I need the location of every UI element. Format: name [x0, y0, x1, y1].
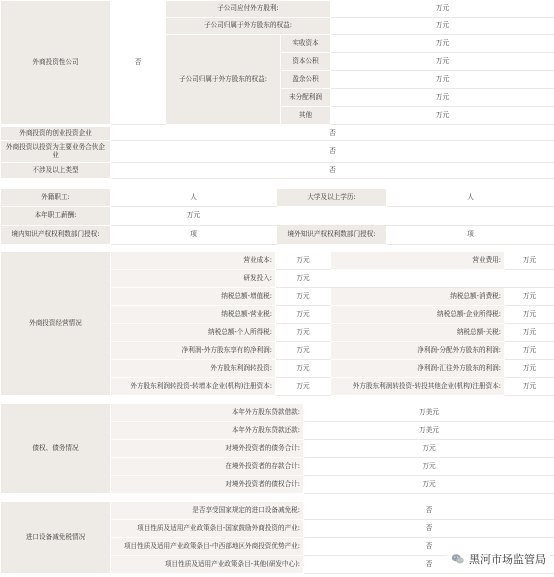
op-label: 外方股东利润转投资-转投其他企业(机构)注册资本:: [331, 378, 505, 396]
value-undistributed-profit: 万元: [331, 89, 554, 107]
value-college-degree: 人: [387, 189, 554, 207]
tax-value: 否: [304, 556, 554, 574]
value-investment-company: 否: [111, 1, 166, 125]
debt-label: 对境外投资者的债务合计:: [111, 440, 304, 458]
op-label: 纳税总额-关税:: [331, 324, 505, 342]
label-partnership: 外商投资以投资为主要业务合伙企业: [1, 141, 111, 163]
op-value: 万元: [276, 360, 331, 378]
op-label: 纳税总额-增值税:: [111, 288, 276, 306]
value-paid-capital: 万元: [331, 35, 554, 53]
op-label: 营业成本:: [111, 252, 276, 270]
label-dividend: 子公司应付外方股利:: [166, 1, 331, 18]
value-domestic-ip: 项: [111, 226, 277, 245]
value-other: 万元: [331, 107, 554, 125]
tax-label: 项目性质及适用产业政策条目-其他(研发中心):: [111, 556, 304, 574]
label-surplus-reserve: 盈余公积: [281, 71, 331, 89]
label-college-degree: 大学及以上学历:: [277, 189, 387, 207]
value-none-of-above: 否: [111, 163, 554, 179]
section-investment-types: [0, 126, 554, 178]
debt-label: 对境外投资者的债权合计:: [111, 476, 304, 494]
debt-label: 在境外投资者的存款合计:: [111, 458, 304, 476]
op-label: 纳税总额-企业所得税:: [331, 306, 505, 324]
debt-value: 万元: [304, 440, 554, 458]
section-claims-debts: [0, 403, 554, 493]
label-none-of-above: 不涉及以上类型: [1, 163, 111, 179]
debt-value: 万元: [304, 476, 554, 494]
label-equity-group: 子公司归属于外方股东的权益:: [166, 35, 281, 125]
value-capital-reserve: 万元: [331, 53, 554, 71]
op-value: 万元: [505, 342, 554, 360]
watermark-text: 黑河市场监管局: [469, 553, 546, 566]
value-partnership: 否: [111, 141, 554, 163]
op-label: 净利润-外方股东享有的净利润:: [111, 342, 276, 360]
op-label: 外方股东利润转投资:: [111, 360, 276, 378]
section-investment-company: [0, 0, 554, 124]
op-value: 万元: [505, 324, 554, 342]
label-import-tax: 进口设备减免税情况: [1, 502, 111, 574]
value-annual-salary: 万元: [111, 207, 277, 226]
value-foreign-staff: 人: [111, 189, 277, 207]
wechat-icon: [451, 552, 465, 566]
label-paid-capital: 实收资本: [281, 35, 331, 53]
label-capital-reserve: 资本公积: [281, 53, 331, 71]
op-value: 万元: [276, 252, 331, 270]
label-undistributed-profit: 未分配利润: [281, 89, 331, 107]
label-equity: 子公司归属于外方股东的权益:: [166, 18, 331, 35]
value-surplus-reserve: 万元: [331, 71, 554, 89]
op-value: 万元: [276, 306, 331, 324]
value-dividend: 万元: [331, 1, 554, 18]
op-value: 万元: [505, 360, 554, 378]
op-label: 研发投入:: [111, 270, 276, 288]
op-value: 万元: [276, 378, 331, 396]
op-value: 万元: [505, 378, 554, 396]
label-venture-capital: 外商投资的创业投资企业: [1, 127, 111, 141]
label-claims-debts: 债权、债务情况: [1, 404, 111, 494]
debt-label: 本年外方股东贷款借款:: [111, 404, 304, 422]
tax-label: 是否享受国家规定的进口设备减免税:: [111, 502, 304, 520]
value-venture-capital: 否: [111, 127, 554, 141]
op-label: 净利润-汇往外方股东的利润:: [331, 360, 505, 378]
tax-value: 否: [304, 538, 554, 556]
op-value: 万元: [276, 342, 331, 360]
label-annual-salary: 本年职工薪酬:: [1, 207, 111, 226]
debt-value: 万美元: [304, 422, 554, 440]
section-operations: [0, 251, 554, 395]
tax-label: 项目性质及适用产业政策条目-中西部地区外商投资优势产业:: [111, 538, 304, 556]
watermark: [447, 549, 550, 569]
tax-label: 项目性质及适用产业政策条目-国家鼓励外商投资的产业:: [111, 520, 304, 538]
op-label: 净利润-分配外方股东的利润:: [331, 342, 505, 360]
op-label: 营业费用:: [331, 252, 505, 270]
op-value: 万元: [505, 252, 554, 270]
label-investment-company: 外商投资性公司: [1, 1, 111, 125]
debt-value: 万元: [304, 458, 554, 476]
debt-label: 本年外方股东贷款还款:: [111, 422, 304, 440]
label-other: 其他: [281, 107, 331, 125]
section-staff-ip: [0, 188, 554, 244]
op-label: 纳税总额-消费税:: [331, 288, 505, 306]
op-value: 万元: [276, 324, 331, 342]
debt-value: 万美元: [304, 404, 554, 422]
op-value: 万元: [505, 288, 554, 306]
op-label: 纳税总额-营业税:: [111, 306, 276, 324]
label-foreign-ip: 境外知识产权权利数部门授权:: [277, 226, 387, 245]
tax-value: 否: [304, 502, 554, 520]
tax-value: 否: [304, 520, 554, 538]
op-value: 万元: [505, 306, 554, 324]
value-equity: 万元: [331, 18, 554, 35]
op-label: 纳税总额-个人所得税:: [111, 324, 276, 342]
label-domestic-ip: 境内知识产权权利数部门授权:: [1, 226, 111, 245]
op-value: 万元: [276, 288, 331, 306]
op-value: 万元: [276, 270, 331, 288]
label-foreign-staff: 外籍职工:: [1, 189, 111, 207]
op-label: 外方股东利润转投资-转增本企业(机构)注册资本:: [111, 378, 276, 396]
value-foreign-ip: 项: [387, 226, 554, 245]
label-operations: 外商投资经营情况: [1, 252, 111, 396]
